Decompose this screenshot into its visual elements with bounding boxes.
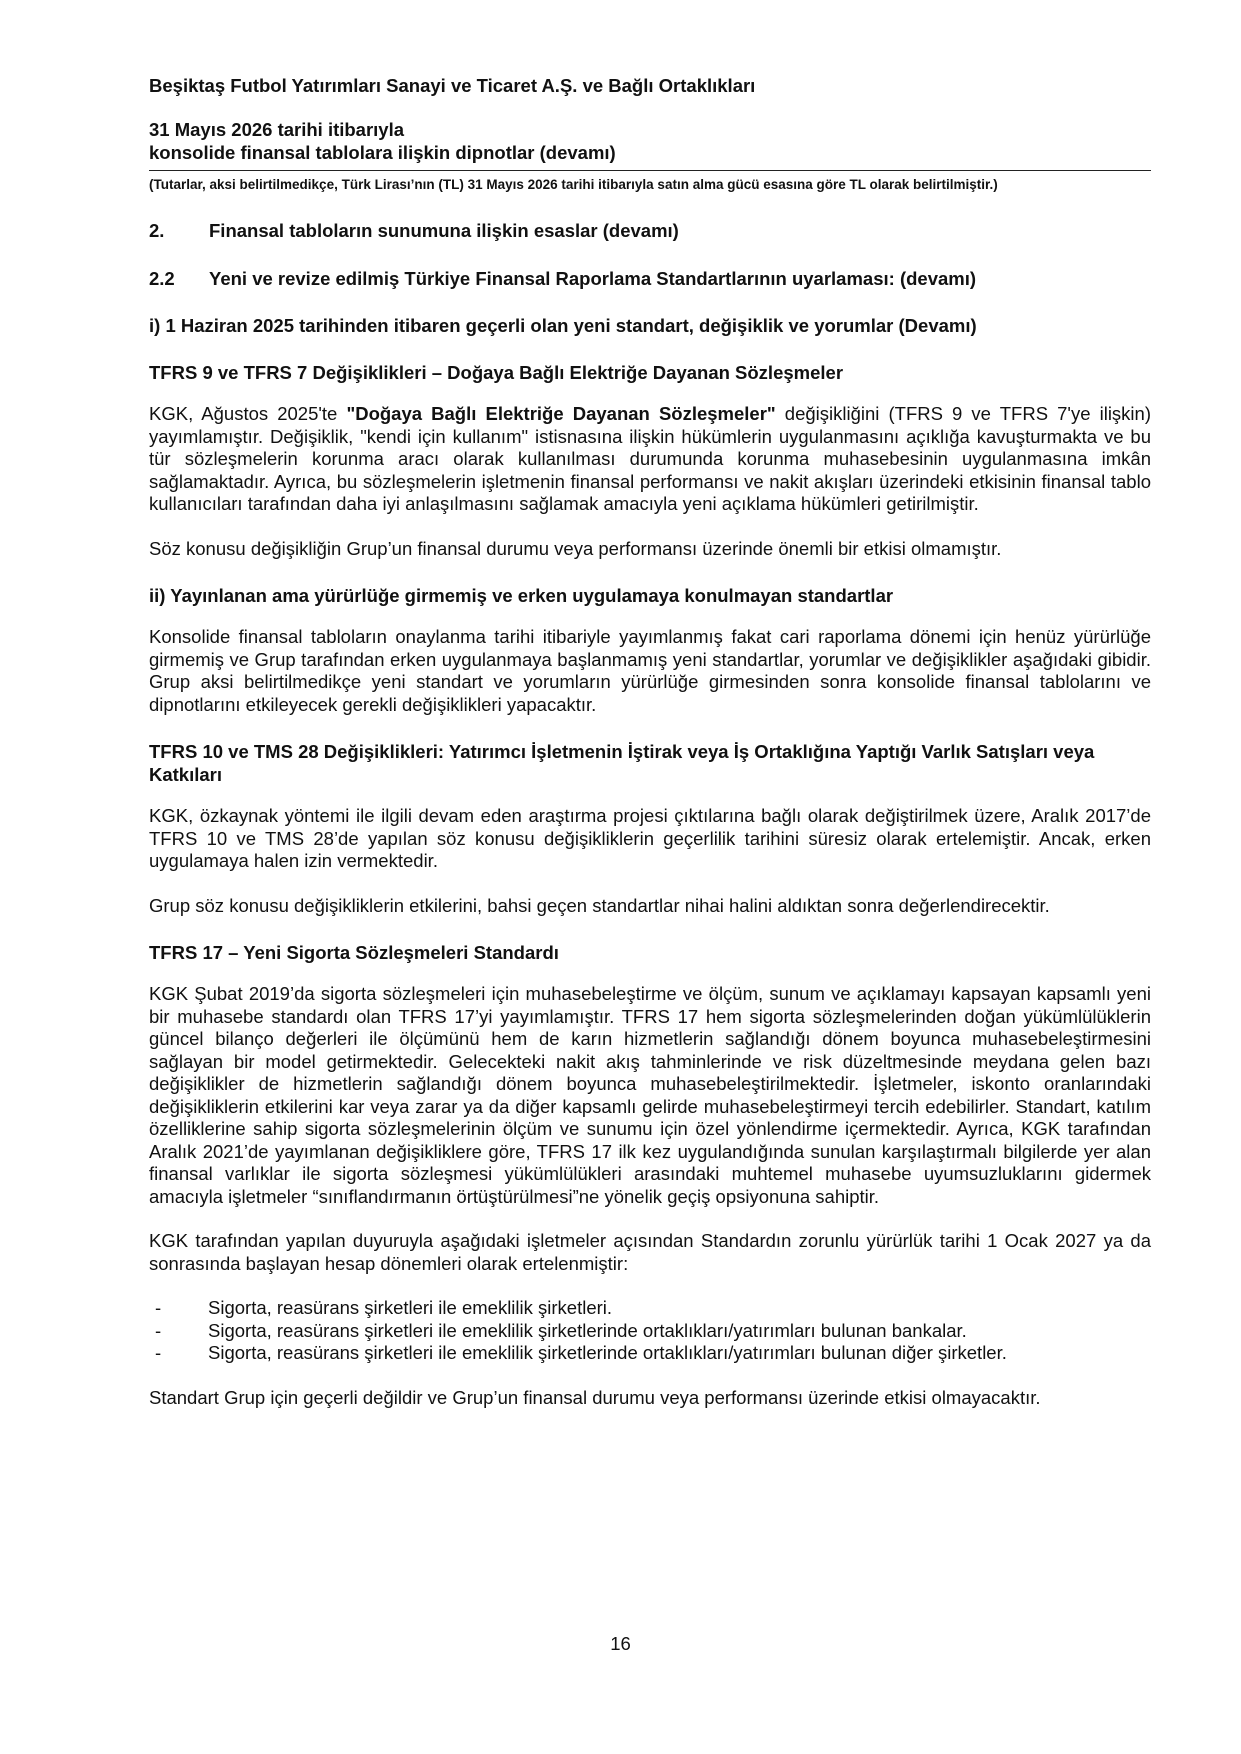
list-dash: - [155, 1342, 162, 1363]
header-divider [149, 170, 1151, 171]
tfrs9-heading: TFRS 9 ve TFRS 7 Değişiklikleri – Doğaya Bağlı Elektriğe Dayanan Sözleşmeler [149, 362, 844, 383]
tfrs10-heading: TFRS 10 ve TMS 28 Değişiklikleri: Yatırımcı İşletmenin İştirak veya İş Ortaklığına Yaptığı Varlık Satışları veya Katkıları [149, 741, 1095, 785]
list-item-text: Sigorta, reasürans şirketleri ile emeklilik şirketlerinde ortaklıkları/yatırımları bulunan bankalar. [208, 1319, 967, 1341]
company-name: Beşiktaş Futbol Yatırımları Sanayi ve Ticaret A.Ş. ve Bağlı Ortaklıkları [149, 75, 756, 96]
list-item [149, 1320, 1151, 1343]
list-dash: - [155, 1297, 162, 1318]
tfrs9-paragraph-2: Söz konusu değişikliğin Grup’un finansal durumu veya performansı üzerinde önemli bir etkisi olmamıştır. [149, 537, 1002, 559]
tfrs17-paragraph-1: KGK Şubat 2019’da sigorta sözleşmeleri için muhasebeleştirme ve ölçüm, sunum ve açıklamayı kapsayan kapsamlı yeni bir muhasebe standardı olan TFRS 17’yi yayımlamıştır. TFRS 17 hem sigorta sözleşmelerinden doğan yükümlülüklerin güncel bilanço değerleri ile ölçümünü hem de karın hizmetlerin sağlandığı dönem boyunca muhasebeleştirmesini sağlayan bir model getirmektedir. Gelecekteki nakit akış tahminlerinde ve risk düzeltmesinde meydana gelen bazı değişiklikler de hizmetlerin sağlandığı dönem boyunca muhasebeleştirilmektedir. İşletmeler, iskonto oranlarındaki değişikliklerin etkilerini kar veya zarar ya da diğer kapsamlı gelirde muhasebeleştirmeyi tercih edebilirler. Standart, katılım özelliklerine sahip sigorta sözleşmelerinin ölçüm ve sunumu için özel yönlendirme içermektedir. Ayrıca, KGK tarafından Aralık 2021’de yayımlanan değişikliklere göre, TFRS 17 ilk kez uygulandığında sunulan karşılaştırmalı bilgilerde yer alan finansal varlıklar ile sigorta sözleşmesi yükümlülükleri arasındaki muhtemel muhasebe uyumsuzluklarını gidermek amacıyla işletmeler “sınıflandırmanın örtüştürülmesi”ne yönelik geçiş opsiyonuna sahiptir. [149, 983, 1151, 1207]
report-date: 31 Mayıs 2026 tarihi itibarıyla [149, 119, 405, 140]
tfrs17-entity-list [149, 1297, 1151, 1365]
part-ii-intro: Konsolide finansal tabloların onaylanma tarihi itibariyle yayımlanmış fakat cari raporlama dönemi için henüz yürürlüğe girmemiş ve Grup tarafından erken uygulanmaya başlanmamış yeni standartlar, yorumlar ve değişiklikler aşağıdaki gibidir. Grup aksi belirtilmedikçe yeni standart ve yorumların yürürlüğe girmesinden sonra konsolide finansal tablolarını ve dipnotlarını etkileyecek gerekli değişiklikleri yapacaktır. [149, 626, 1151, 715]
section-number: 2. [149, 220, 165, 241]
report-subtitle: konsolide finansal tablolara ilişkin dipnotlar (devamı) [149, 142, 616, 163]
subsection-heading [149, 267, 1151, 290]
list-item-text: Sigorta, reasürans şirketleri ile emeklilik şirketlerinde ortaklıkları/yatırımları bulunan diğer şirketler. [208, 1342, 1007, 1363]
tfrs10-paragraph-1: KGK, özkaynak yöntemi ile ilgili devam eden araştırma projesi çıktılarına bağlı olarak değiştirilmek üzere, Aralık 2017’de TFRS 10 ve TMS 28’de yapılan söz konusu değişikliklerin geçerlilik tarihini süresiz olarak ertelemiştir. Ancak, erken uygulamaya halen izin vermektedir. [149, 805, 1151, 871]
section-title: Finansal tabloların sunumuna ilişkin esaslar (devamı) [209, 220, 679, 241]
list-item [149, 1342, 1151, 1365]
subsection-number: 2.2 [149, 268, 175, 289]
list-item [149, 1297, 1151, 1320]
page-number: 16 [610, 1633, 631, 1654]
currency-note: (Tutarlar, aksi belirtilmedikçe, Türk Lirası’nın (TL) 31 Mayıs 2026 tarihi itibarıyla satın alma gücü esasına göre TL olarak belirtilmiştir.) [149, 177, 998, 192]
tfrs17-heading: TFRS 17 – Yeni Sigorta Sözleşmeleri Standardı [149, 942, 559, 963]
list-dash: - [155, 1319, 162, 1341]
part-i-title: i) 1 Haziran 2025 tarihinden itibaren geçerli olan yeni standart, değişiklik ve yorumlar (Devamı) [149, 315, 977, 336]
list-item-text: Sigorta, reasürans şirketleri ile emeklilik şirketleri. [208, 1297, 613, 1318]
section-heading [149, 219, 1151, 242]
tfrs10-paragraph-2: Grup söz konusu değişikliklerin etkilerini, bahsi geçen standartlar nihai halini aldıktan sonra değerlendirecektir. [149, 894, 1050, 916]
tfrs9-amendment-name: "Doğaya Bağlı Elektriğe Dayanan Sözleşmeler" [346, 403, 776, 424]
part-ii-title: ii) Yayınlanan ama yürürlüğe girmemiş ve erken uygulamaya konulmayan standartlar [149, 585, 894, 606]
tfrs9-paragraph-1: KGK, Ağustos 2025'te "Doğaya Bağlı Elektriğe Dayanan Sözleşmeler" değişikliğini (TFRS 9 ve TFRS 7'ye ilişkin) yayımlamıştır. Değişiklik, "kendi için kullanım" istisnasına ilişkin hükümlerin uygulanmasını açıklığa kavuşturmakta ve bu tür sözleşmelerin korunma aracı olarak kullanılması durumunda korunma muhasebesinin uygulanmasına imkân sağlamaktadır. Ayrıca, bu sözleşmelerin işletmenin finansal performansı ve nakit akışları üzerindeki etkisinin finansal tablo kullanıcıları tarafından daha iyi anlaşılmasını sağlamak amacıyla yeni açıklama hükümleri getirilmiştir. [149, 403, 1151, 514]
document-page [149, 74, 1151, 1409]
tfrs17-paragraph-3: Standart Grup için geçerli değildir ve Grup’un finansal durumu veya performansı üzerinde etkisi olmayacaktır. [149, 1386, 1041, 1408]
subsection-title: Yeni ve revize edilmiş Türkiye Finansal Raporlama Standartlarının uyarlaması: (devamı) [209, 268, 977, 289]
tfrs17-paragraph-2: KGK tarafından yapılan duyuruyla aşağıdaki işletmeler açısından Standardın zorunlu yürürlük tarihi 1 Ocak 2027 ya da sonrasında başlayan hesap dönemleri olarak ertelenmiştir: [149, 1230, 1151, 1274]
